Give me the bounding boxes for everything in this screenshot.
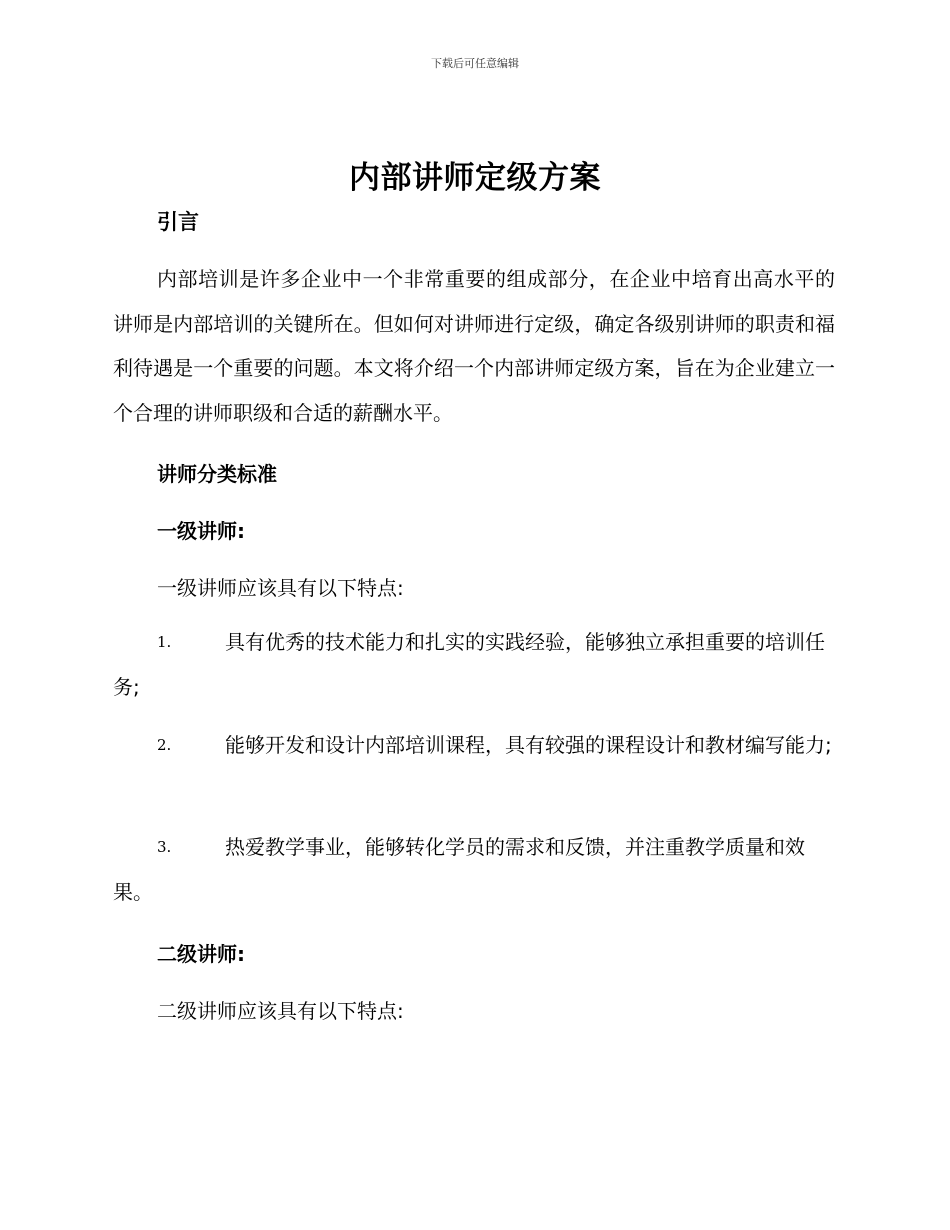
list-item [113,620,835,709]
section-heading: 讲师分类标准 [157,462,277,486]
intro-paragraph: 内部培训是许多企业中一个非常重要的组成部分，在企业中培育出高水平的讲师是内部培训的关键所在。但如何对讲师进行定级，确定各级别讲师的职责和福利待遇是一个重要的问题。本文将介绍一个内部讲师定级方案，旨在为企业建立一个合理的讲师职级和合适的薪酬水平。 [113,267,835,425]
list-item-text: 热爱教学事业，能够转化学员的需求和反馈，并注重教学质量和效果。 [113,835,805,904]
document-title: 内部讲师定级方案 [349,160,601,196]
list-item [113,825,835,914]
intro-heading: 引言 [157,210,199,234]
level2-heading: 二级讲师: [157,942,245,966]
list-item-text: 具有优秀的技术能力和扎实的实践经验，能够独立承担重要的培训任务; [113,630,825,699]
level2-lead: 二级讲师应该具有以下特点: [157,999,404,1023]
list-item-text: 能够开发和设计内部培训课程，具有较强的课程设计和教材编写能力; [225,733,832,757]
list-item-number: 3. [157,838,172,856]
list-item-number: 1. [157,633,172,651]
list-item [113,723,835,768]
level1-heading: 一级讲师: [157,519,245,543]
list-item-number: 2. [157,736,172,754]
level1-lead: 一级讲师应该具有以下特点: [157,576,404,600]
page-header: 下载后可任意编辑 [431,57,519,70]
